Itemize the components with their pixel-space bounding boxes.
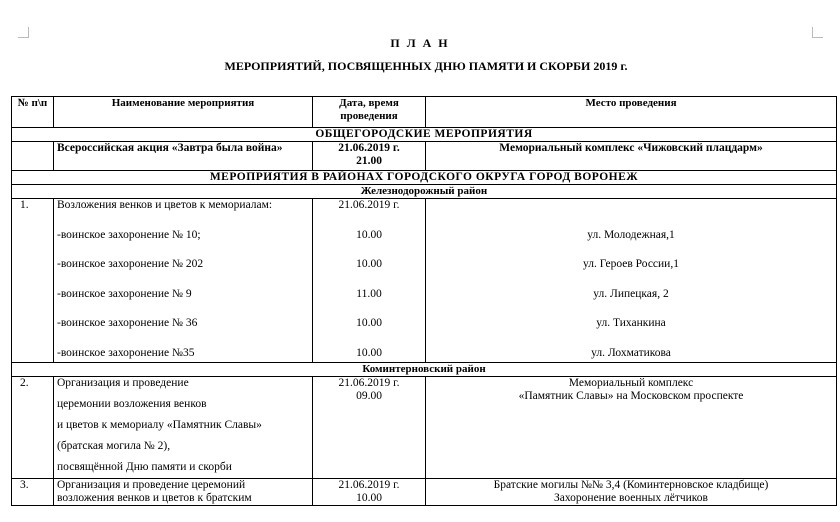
event-name-line: -воинское захоронение № 9 [57, 287, 192, 300]
document-subtitle: МЕРОПРИЯТИЙ, ПОСВЯЩЕННЫХ ДНЮ ПАМЯТИ И СКОРБИ 2019 г. [224, 59, 628, 73]
event-place [426, 478, 837, 505]
event-time-line: 09.00 [356, 389, 382, 402]
event-place-line: ул. Молодежная,1 [587, 228, 675, 241]
table-header-row [12, 97, 837, 128]
event-date-time [313, 199, 426, 363]
district-title: Коминтерновский район [12, 362, 837, 376]
district-row [12, 362, 837, 376]
document-title: П Л А Н [390, 36, 450, 50]
event-date-time [313, 142, 426, 171]
district-row [12, 185, 837, 199]
header-place: Место проведения [426, 97, 837, 128]
table-row [12, 478, 837, 505]
event-date-time [313, 478, 426, 505]
event-name [54, 478, 313, 505]
section-title-districts: МЕРОПРИЯТИЯ В РАЙОНАХ ГОРОДСКОГО ОКРУГА ГОРОД ВОРОНЕЖ [12, 171, 837, 185]
event-name-line: Возложения венков и цветов к мемориалам: [57, 199, 273, 211]
event-name: Всероссийская акция «Завтра была война» [54, 142, 313, 171]
header-date-time: Дата, время проведения [313, 97, 426, 128]
event-name-line: возложения венков и цветов к братским [57, 491, 252, 504]
event-place: Мемориальный комплекс «Чижовский плацдарм» [426, 142, 837, 171]
row-number: 1. [12, 199, 54, 363]
table-row [12, 199, 837, 363]
header-event-name: Наименование мероприятия [54, 97, 313, 128]
event-time-line: 21.06.2019 г. [338, 478, 400, 491]
event-place-line [429, 199, 833, 229]
event-time-line: 10.00 [356, 317, 382, 329]
event-place-line: ул. Тиханкина [596, 317, 666, 329]
event-time-line: 10.00 [356, 491, 382, 504]
event-place [426, 376, 837, 478]
event-time: 21.00 [356, 155, 382, 167]
event-name-line: посвящённой Дню памяти и скорби [57, 460, 232, 473]
event-name-line: -воинское захоронение №35 [57, 346, 195, 359]
event-name [54, 199, 313, 363]
district-title: Железнодорожный район [12, 185, 837, 199]
event-place-line: ул. Героев России,1 [583, 258, 679, 270]
event-time-line: 21.06.2019 г. [338, 199, 400, 211]
section-row-districts [12, 171, 837, 185]
event-name-line: Организация и проведение [57, 376, 189, 389]
event-name-line: церемонии возложения венков [57, 397, 207, 410]
event-place-line: «Памятник Славы» на Московском проспекте [518, 389, 744, 402]
table-row-citywide [12, 142, 837, 171]
header-number: № п\п [12, 97, 54, 128]
event-name-line: (братская могила № 2), [57, 439, 171, 452]
event-place-line: ул. Лохматикова [591, 346, 671, 359]
event-name-line: -воинское захоронение № 202 [57, 258, 204, 270]
event-time-line: 10.00 [356, 258, 382, 270]
event-name-line: -воинское захоронение № 10; [57, 228, 201, 241]
event-place [426, 199, 837, 363]
events-table [11, 96, 837, 506]
event-date: 21.06.2019 г. [338, 142, 400, 154]
event-time-line: 11.00 [356, 287, 382, 300]
event-place-line: Мемориальный комплекс [568, 376, 694, 389]
event-name-line: -воинское захоронение № 36 [57, 317, 198, 329]
event-place-line: ул. Липецкая, 2 [593, 287, 669, 300]
row-number: 2. [12, 376, 54, 478]
event-name [54, 376, 313, 478]
section-title-citywide: ОБЩЕГОРОДСКИЕ МЕРОПРИЯТИЯ [12, 128, 837, 142]
event-place-line: Захоронение военных лётчиков [554, 491, 708, 504]
empty-cell [12, 142, 54, 171]
event-date-time [313, 376, 426, 478]
row-number: 3. [12, 478, 54, 505]
event-time-line: 21.06.2019 г. [338, 376, 400, 389]
event-time-line: 10.00 [356, 346, 382, 359]
section-row-citywide [12, 128, 837, 142]
table-row [12, 376, 837, 478]
event-place-line: Братские могилы №№ 3,4 (Коминтерновское кладбище) [493, 478, 769, 491]
event-time-line: 10.00 [356, 228, 382, 241]
event-name-line: и цветов к мемориалу «Памятник Славы» [57, 418, 262, 431]
event-name-line: Организация и проведение церемоний [57, 478, 246, 491]
